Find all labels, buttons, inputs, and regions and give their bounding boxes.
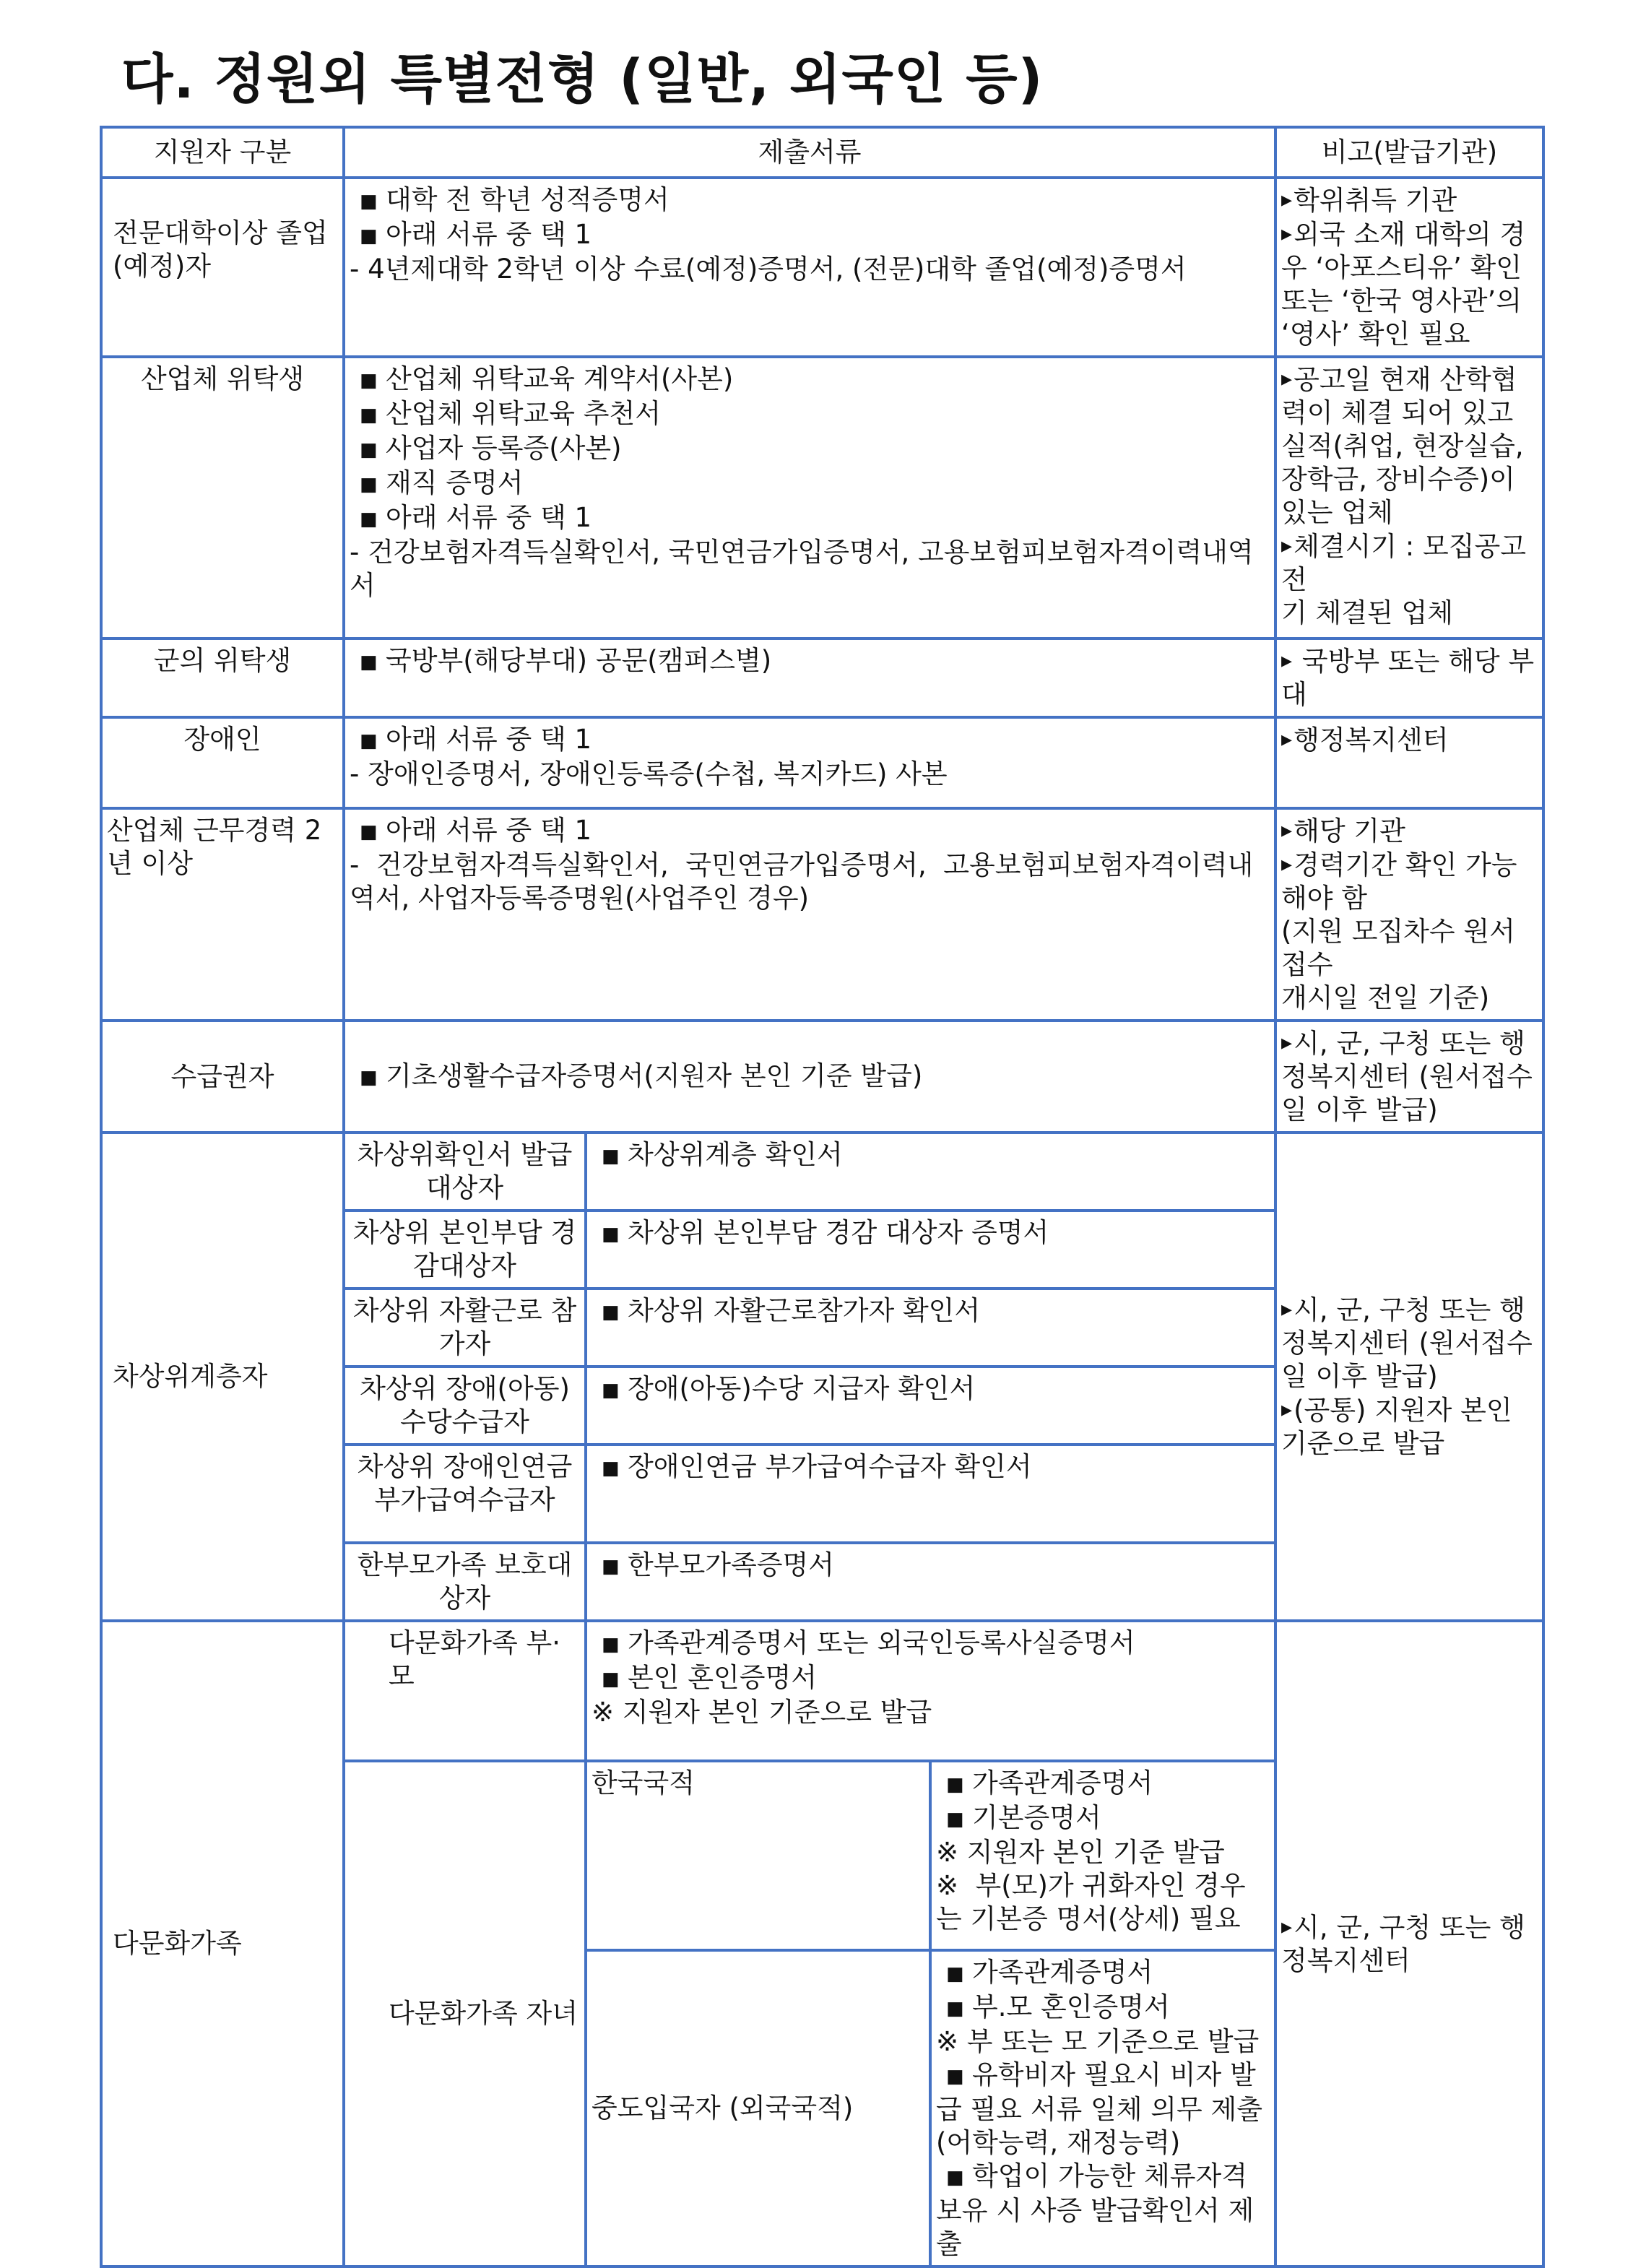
table-row bbox=[101, 1021, 1543, 1133]
table-header-row bbox=[101, 127, 1543, 178]
doc-item: ■ 차상위 본인부담 경감 대상자 증명서 bbox=[592, 1216, 1270, 1251]
note-item: ▸ (공통) 지원자 본인 기준으로 발급 bbox=[1281, 1393, 1538, 1460]
doc-sub-item: - 건강보험자격득실확인서, 국민연금가입증명서, 고용보험피보험자격이력내역서, 사업자등록증명원(사업주인 경우) bbox=[350, 849, 1254, 914]
sub-category-label: 다문화가족 부·모 bbox=[389, 1627, 560, 1692]
doc-sub-item: - 4년제대학 2학년 이상 수료(예정)증명서, (전문)대학 졸업(예정)증명서 bbox=[350, 254, 1187, 285]
sub-category-cell bbox=[344, 1621, 586, 1761]
document-table bbox=[100, 126, 1545, 2268]
category-label: 산업체 근무경력 2년 이상 bbox=[107, 815, 322, 879]
note-item: ▸ 경력기간 확인 가능해야 함 (지원 모집차수 원서접수 개시일 전일 기준) bbox=[1281, 848, 1538, 1015]
documents-cell bbox=[586, 1543, 1275, 1621]
table-row bbox=[101, 1621, 1543, 1761]
category-cell bbox=[101, 808, 344, 1021]
documents-cell bbox=[344, 1021, 1275, 1133]
documents-cell bbox=[586, 1289, 1275, 1367]
doc-item: ■ 산업체 위탁교육 계약서(사본) bbox=[350, 363, 1270, 397]
notes-cell bbox=[1275, 178, 1543, 357]
category-cell bbox=[101, 1133, 344, 1621]
category-cell bbox=[101, 357, 344, 639]
note-item: ▸ 시, 군, 구청 또는 행정복지센터 (원서접수일 이후 발급) bbox=[1281, 1293, 1538, 1393]
doc-item: ■ 재직 증명서 bbox=[350, 467, 1270, 501]
doc-sub-item: - 건강보험자격득실확인서, 국민연금가입증명서, 고용보험피보험자격이력내역서 bbox=[350, 537, 1254, 601]
doc-note: ※ 지원자 본인 기준으로 발급 bbox=[592, 1697, 932, 1728]
documents-cell bbox=[586, 1211, 1275, 1289]
header-notes: 비고(발급기관) bbox=[1275, 127, 1543, 178]
category-cell bbox=[101, 1621, 344, 2267]
note-item: ▸ 시, 군, 구청 또는 행정복지센터 (원서접수일 이후 발급) bbox=[1281, 1026, 1538, 1127]
category-cell bbox=[101, 1021, 344, 1133]
doc-item: ■ 한부모가족증명서 bbox=[592, 1549, 1270, 1583]
documents-cell bbox=[586, 1367, 1275, 1445]
category-label: 산업체 위탁생 bbox=[140, 363, 305, 394]
doc-item: ■ 아래 서류 중 택 1 bbox=[350, 814, 1270, 849]
notes-cell bbox=[1275, 1021, 1543, 1133]
page-title: 다. 정원외 특별전형 (일반, 외국인 등) bbox=[121, 48, 1044, 111]
doc-item: ■ 사업자 등록증(사본) bbox=[350, 432, 1270, 467]
doc-item: ■ 대학 전 학년 성적증명서 bbox=[350, 183, 1270, 218]
doc-item: ■ 산업체 위탁교육 추천서 bbox=[350, 397, 1270, 432]
documents-cell bbox=[344, 357, 1275, 639]
sub-category-label: 다문화가족 자녀 bbox=[389, 1998, 578, 2029]
doc-sub-item: - 장애인증명서, 장애인등록증(수첩, 복지카드) 사본 bbox=[350, 758, 948, 789]
documents-cell bbox=[930, 1950, 1275, 2267]
note-item: ▸ 해당 기관 bbox=[1281, 814, 1538, 848]
doc-note: ※ 지원자 본인 기준 발급 bbox=[936, 1837, 1225, 1868]
table-row bbox=[101, 357, 1543, 639]
sub-category-cell: 한부모가족 보호대상자 bbox=[344, 1543, 586, 1621]
documents-cell bbox=[586, 1133, 1275, 1211]
notes-cell bbox=[1275, 1133, 1543, 1621]
notes-cell bbox=[1275, 808, 1543, 1021]
sub-category-cell: 차상위 자활근로 참가자 bbox=[344, 1289, 586, 1367]
notes-cell bbox=[1275, 357, 1543, 639]
category-cell bbox=[101, 178, 344, 357]
nationality-cell bbox=[586, 1950, 930, 2267]
note-item: ▸ 행정복지센터 bbox=[1281, 723, 1538, 757]
documents-cell bbox=[930, 1761, 1275, 1950]
category-label: 군의 위탁생 bbox=[153, 645, 292, 676]
documents-cell bbox=[586, 1621, 1275, 1761]
doc-item: ■ 아래 서류 중 택 1 bbox=[350, 501, 1270, 536]
doc-item: ■ 가족관계증명서 bbox=[936, 1767, 1270, 1801]
table-row bbox=[101, 717, 1543, 808]
sub-category-cell: 차상위 장애(아동) 수당수급자 bbox=[344, 1367, 586, 1445]
sub-category-cell: 차상위확인서 발급 대상자 bbox=[344, 1133, 586, 1211]
doc-item: ■ 부.모 혼인증명서 bbox=[936, 1991, 1270, 2025]
note-item: ▸ 공고일 현재 산학협력이 체결 되어 있고 실적(취업, 현장실습, 장학금, 장비수증)이 있는 업체 bbox=[1281, 363, 1538, 529]
documents-cell bbox=[344, 808, 1275, 1021]
note-item: ▸ 체결시기 : 모집공고 전 기 체결된 업체 bbox=[1281, 529, 1538, 630]
notes-cell bbox=[1275, 1621, 1543, 2267]
sub-category-cell: 차상위 장애인연금 부가급여수급자 bbox=[344, 1445, 586, 1543]
doc-item: ■ 기본증명서 bbox=[936, 1801, 1270, 1836]
sub-category-cell bbox=[344, 1761, 586, 2267]
doc-item: ■ 학업이 가능한 체류자격 보유 시 사증 발급확인서 제출 bbox=[936, 2160, 1270, 2261]
header-documents: 제출서류 bbox=[344, 127, 1275, 178]
doc-note: ※ 부 또는 모 기준으로 발급 bbox=[936, 2026, 1260, 2057]
table-row bbox=[101, 178, 1543, 357]
doc-item: ■ 장애(아동)수당 지급자 확인서 bbox=[592, 1372, 1270, 1407]
doc-item: ■ 장애인연금 부가급여수급자 확인서 bbox=[592, 1450, 1270, 1485]
note-item: ▸ 외국 소재 대학의 경우 ‘아포스티유’ 확인 또는 ‘한국 영사관’의 ‘영사’ 확인 필요 bbox=[1281, 217, 1538, 351]
documents-cell bbox=[586, 1445, 1275, 1543]
note-item: ▸ 학위취득 기관 bbox=[1281, 183, 1538, 217]
doc-item: ■ 본인 혼인증명서 bbox=[592, 1661, 1270, 1696]
sub-category-cell: 차상위 본인부담 경감대상자 bbox=[344, 1211, 586, 1289]
doc-note: ※ 부(모)가 귀화자인 경우는 기본증 명서(상세) 필요 bbox=[936, 1870, 1246, 1934]
doc-item: ■ 유학비자 필요시 비자 발급 필요 서류 일체 의무 제출 (어학능력, 재정능력) bbox=[936, 2059, 1270, 2160]
nationality-label: 중도입국자 (외국국적) bbox=[592, 2092, 854, 2124]
documents-cell bbox=[344, 639, 1275, 717]
doc-item: ■ 아래 서류 중 택 1 bbox=[350, 218, 1270, 253]
category-cell bbox=[101, 717, 344, 808]
doc-item: ■ 국방부(해당부대) 공문(캠퍼스별) bbox=[350, 644, 1270, 679]
category-cell bbox=[101, 639, 344, 717]
doc-item: ■ 아래 서류 중 택 1 bbox=[350, 723, 1270, 758]
doc-item: ■ 차상위 자활근로참가자 확인서 bbox=[592, 1294, 1270, 1329]
notes-cell bbox=[1275, 639, 1543, 717]
doc-item: ■ 차상위계층 확인서 bbox=[592, 1138, 1270, 1173]
category-label: 수급권자 bbox=[170, 1060, 274, 1092]
doc-item: ■ 기초생활수급자증명서(지원자 본인 기준 발급) bbox=[350, 1060, 1270, 1094]
note-item: ▸ 국방부 또는 해당 부대 bbox=[1281, 644, 1538, 711]
note-item: ▸ 시, 군, 구청 또는 행정복지센터 bbox=[1281, 1910, 1538, 1978]
category-label: 차상위계층자 bbox=[113, 1361, 268, 1392]
table-row bbox=[101, 808, 1543, 1021]
notes-cell bbox=[1275, 717, 1543, 808]
category-label: 다문화가족 bbox=[113, 1928, 242, 1959]
doc-item: ■ 가족관계증명서 bbox=[936, 1956, 1270, 1991]
category-label: 전문대학이상 졸업(예정)자 bbox=[113, 217, 328, 282]
doc-item: ■ 가족관계증명서 또는 외국인등록사실증명서 bbox=[592, 1627, 1270, 1661]
nationality-cell bbox=[586, 1761, 930, 1950]
nationality-label: 한국국적 bbox=[592, 1767, 695, 1799]
table-row bbox=[101, 1133, 1543, 1211]
documents-cell bbox=[344, 178, 1275, 357]
category-label: 장애인 bbox=[183, 724, 261, 755]
documents-cell bbox=[344, 717, 1275, 808]
header-category: 지원자 구분 bbox=[101, 127, 344, 178]
table-row bbox=[101, 639, 1543, 717]
